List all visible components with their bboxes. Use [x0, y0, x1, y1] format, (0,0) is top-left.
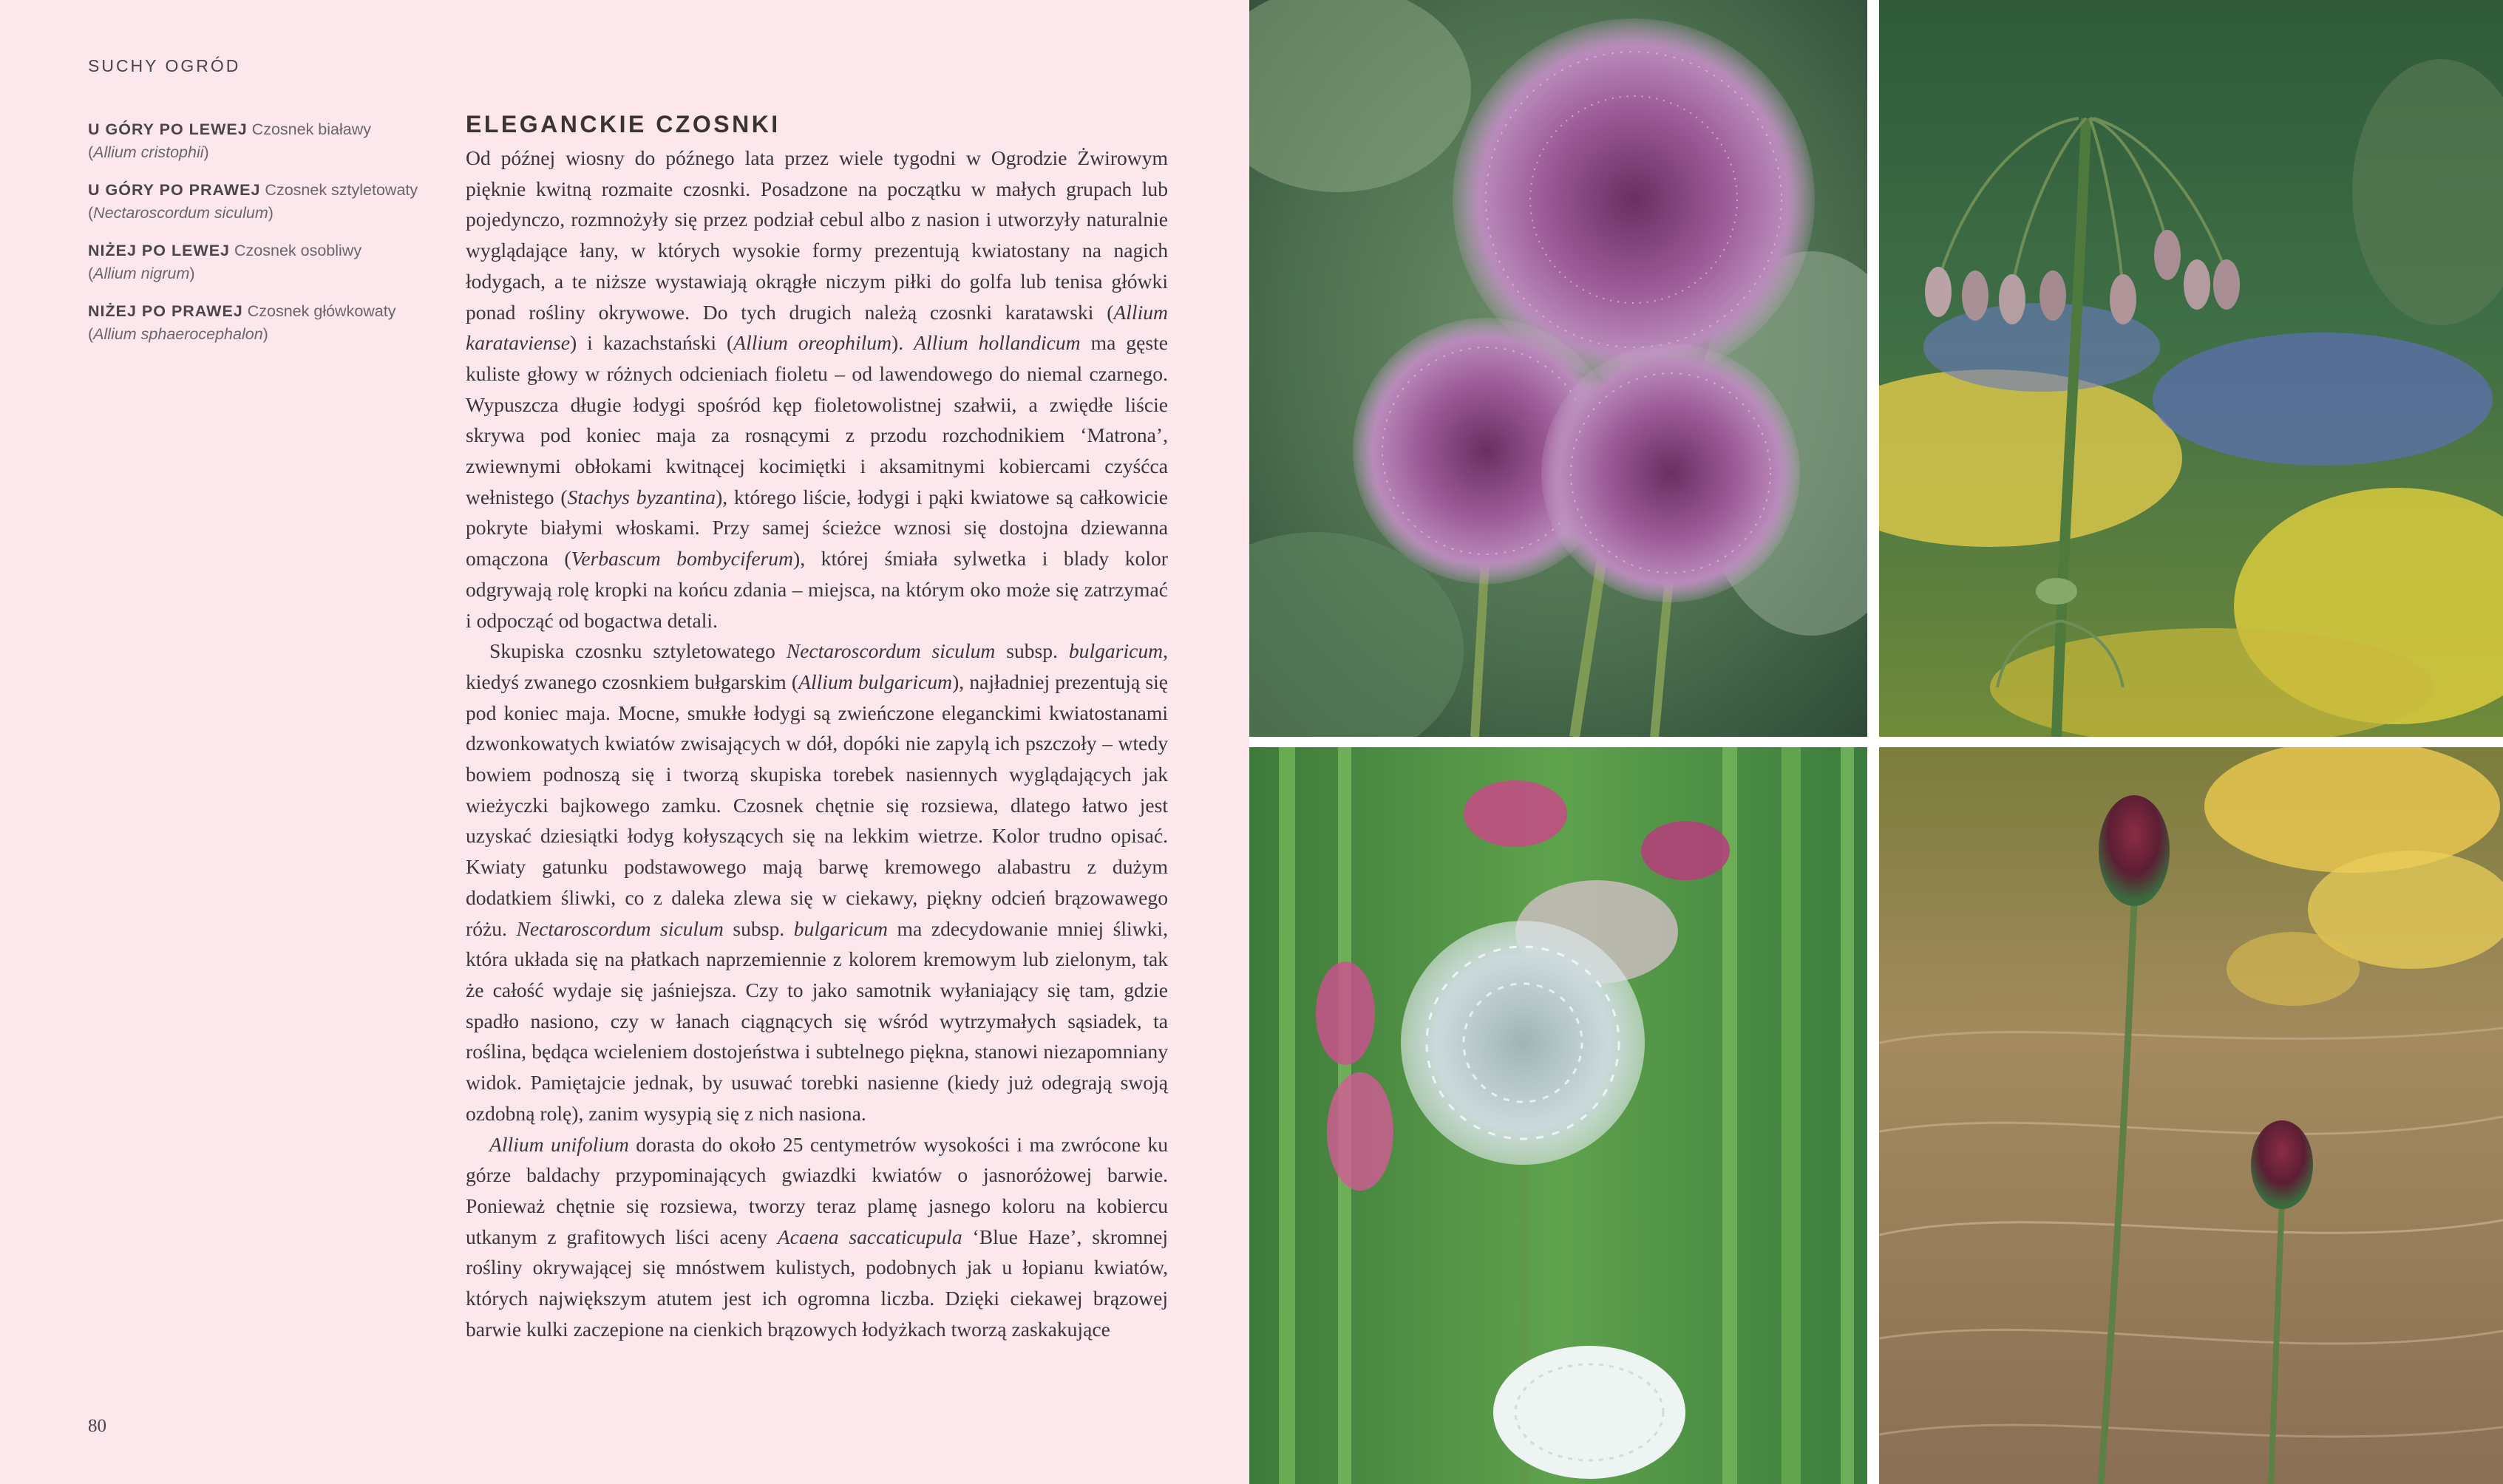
paragraph-1 [466, 143, 1168, 636]
article-heading: ELEGANCKIE CZOSNKI [466, 111, 781, 137]
paragraph-3 [466, 1129, 1168, 1345]
caption-top-left: U GÓRY PO LEWEJ Czosnek białawy (Allium cristophii) [88, 120, 372, 161]
latin-name: Nectaroscordum siculum [786, 639, 996, 663]
latin-name: Verbascum bombyciferum [571, 547, 794, 571]
caption-position: NIŻEJ PO PRAWEJ [88, 302, 243, 320]
caption-latin-name: Allium sphaerocephalon [93, 325, 263, 343]
caption-position: U GÓRY PO PRAWEJ [88, 181, 261, 199]
running-head: SUCHY OGRÓD [88, 56, 241, 75]
text-run: , kiedyś zwanego czosnkiem bułgarskim ( [466, 639, 1168, 693]
left-page [0, 0, 1249, 1484]
text-run: ) i kazachstański ( [570, 331, 734, 355]
caption-plant-name: Czosnek sztyletowaty [265, 181, 418, 199]
photo-gutter-horizontal [1249, 737, 2503, 747]
caption-plant-name: Czosnek osobliwy [234, 242, 362, 259]
photo-captions [88, 118, 435, 361]
text-run: ). [891, 331, 914, 355]
text-run: subsp. [995, 639, 1069, 663]
paragraph-2 [466, 636, 1168, 1129]
caption-plant-name: Czosnek główkowaty [247, 302, 396, 320]
latin-name: bulgaricum [1068, 639, 1164, 663]
photo-allium-sphaerocephalon [1879, 747, 2503, 1484]
text-run: ), której śmiała sylwetka i blady kolor odgrywają rolę kropki na końcu zdania – miejsca, na którym oko może się zatrzymać i odpocząć od bogactwa detali. [466, 547, 1168, 632]
text-run: ma zdecydowanie mniej śliwki, która układa się na płatkach naprzemiennie z kolorem kremowym lub zielonym, tak że całość wydaje się jaśniejsza. Czy to jako samotnik wyłaniający się tam, gdzie spadło nasiono, czy w łanach ciągnących się wśród wytrzymałych sąsiadek, ta roślina, będąca wcieleniem dostojeństwa i subtelnego piękna, stanowi niezapomniany widok. Pamiętajcie jednak, by usuwać torebki nasienne (kiedy już odegrają swoją ozdobną rolę), zanim wysypią się z nich nasiona. [466, 916, 1169, 1125]
caption-bottom-right: NIŻEJ PO PRAWEJ Czosnek główkowaty (Allium sphaerocephalon) [88, 302, 396, 343]
latin-name: Nectaroscordum siculum [516, 916, 724, 940]
caption-bottom-left: NIŻEJ PO LEWEJ Czosnek osobliwy (Allium nigrum) [88, 242, 362, 282]
latin-name: Allium karataviense [466, 300, 1168, 355]
caption-position: NIŻEJ PO LEWEJ [88, 242, 231, 259]
text-run: Od późnej wiosny do późnego lata przez wiele tygodni w Ogrodzie Żwirowym pięknie kwitną rozmaite czosnki. Posadzone na początku w małych grupach lub pojedynczo, rozmnożyły się przez podział cebul albo z nasion i utworzyły naturalnie wyglądające łany, w których wysokie formy prezentują kwiatostany na nagich łodygach, a te niższe wystawiają okrągłe niczym piłki do golfa lub tenisa główki ponad rośliny okrywowe. Do tych drugich należą czosnki karatawski ( [466, 146, 1168, 324]
text-run: ), najładniej prezentują się pod koniec maja. Mocne, smukłe łodygi są zwieńczone eleganckimi kwiatostanami dzwonkowatych kwiatów zwisających w dół, dopóki nie zapylą ich pszczoły – wtedy bowiem podnoszą się i tworzą skupiska torebek nasiennych wyglądających jak wieżyczki bajkowego zamku. Czosnek chętnie się rozsiewa, dlatego łatwo jest uzyskać dziesiątki łodyg kołyszących się na lekkim wietrze. Kolor trudno opisać. Kwiaty gatunku podstawowego mają barwę kremowego alabastru z dużym dodatkiem śliwki, co z daleka zlewa się w ciekawy, piękny odcień brązowawego różu. [466, 670, 1168, 940]
latin-name: bulgaricum [793, 916, 888, 940]
text-run: ), którego liście, łodygi i pąki kwiatowe są całkowicie pokryte białymi włoskami. Przy samej ścieżce wznosi się dostojna dziewanna omączona ( [466, 485, 1168, 571]
caption-latin-name: Nectaroscordum siculum [93, 204, 268, 222]
text-run: ma gęste kuliste głowy w różnych odcieniach fioletu – od lawendowego do niemal czarnego. Wypuszcza długie łodygi spośród kęp fioletowolistnej szałwii, a zwiędłe liście skrywa pod koniec maja za rosnącymi z przodu rozchodnikiem ‘Matrona’, zwiewnymi obłokami kwitnącej kocimiętki i aksamitnymi kobiercami czyśćca wełnistego ( [466, 331, 1168, 508]
page-number: 80 [88, 1416, 106, 1436]
text-run: subsp. [723, 916, 794, 940]
caption-latin-name: Allium nigrum [93, 265, 190, 282]
caption-latin-name: Allium cristophii [93, 143, 204, 161]
photo-allium-nigrum [1249, 747, 1867, 1484]
photo-allium-cristophii [1249, 0, 1867, 737]
caption-top-right: U GÓRY PO PRAWEJ Czosnek sztyletowaty (Nectaroscordum siculum) [88, 181, 418, 222]
latin-name: Allium oreophilum [733, 331, 892, 355]
photo-nectaroscordum-siculum [1879, 0, 2503, 737]
latin-name: Stachys byzantina [567, 485, 716, 508]
text-run: Skupiska czosnku sztyletowatego [489, 639, 787, 663]
latin-name: Allium hollandicum [914, 331, 1081, 355]
latin-name: Acaena saccaticupula [777, 1225, 962, 1248]
article [466, 111, 1168, 1344]
text-run: dorasta do około 25 centymetrów wysokości i ma zwrócone ku górze baldachy przypominających gwiazdki kwiatów o jasnoróżowej barwie. Ponieważ chętnie się rozsiewa, tworzy teraz plamę jasnego koloru na kobiercu utkanym z grafitowych liści aceny [466, 1132, 1168, 1248]
text-run: ‘Blue Haze’, skromnej rośliny okrywającej się mnóstwem kulistych, podobnych jak u łopianu kwiatów, których największym atutem jest ich ogromna liczba. Dzięki ciekawej brązowej barwie kulki zaczepione na cienkich brązowych łodyżkach tworzą zaskakujące [466, 1225, 1169, 1341]
caption-plant-name: Czosnek białawy [251, 120, 372, 138]
latin-name: Allium bulgaricum [798, 670, 953, 693]
latin-name: Allium unifolium [489, 1132, 629, 1156]
caption-position: U GÓRY PO LEWEJ [88, 120, 248, 138]
